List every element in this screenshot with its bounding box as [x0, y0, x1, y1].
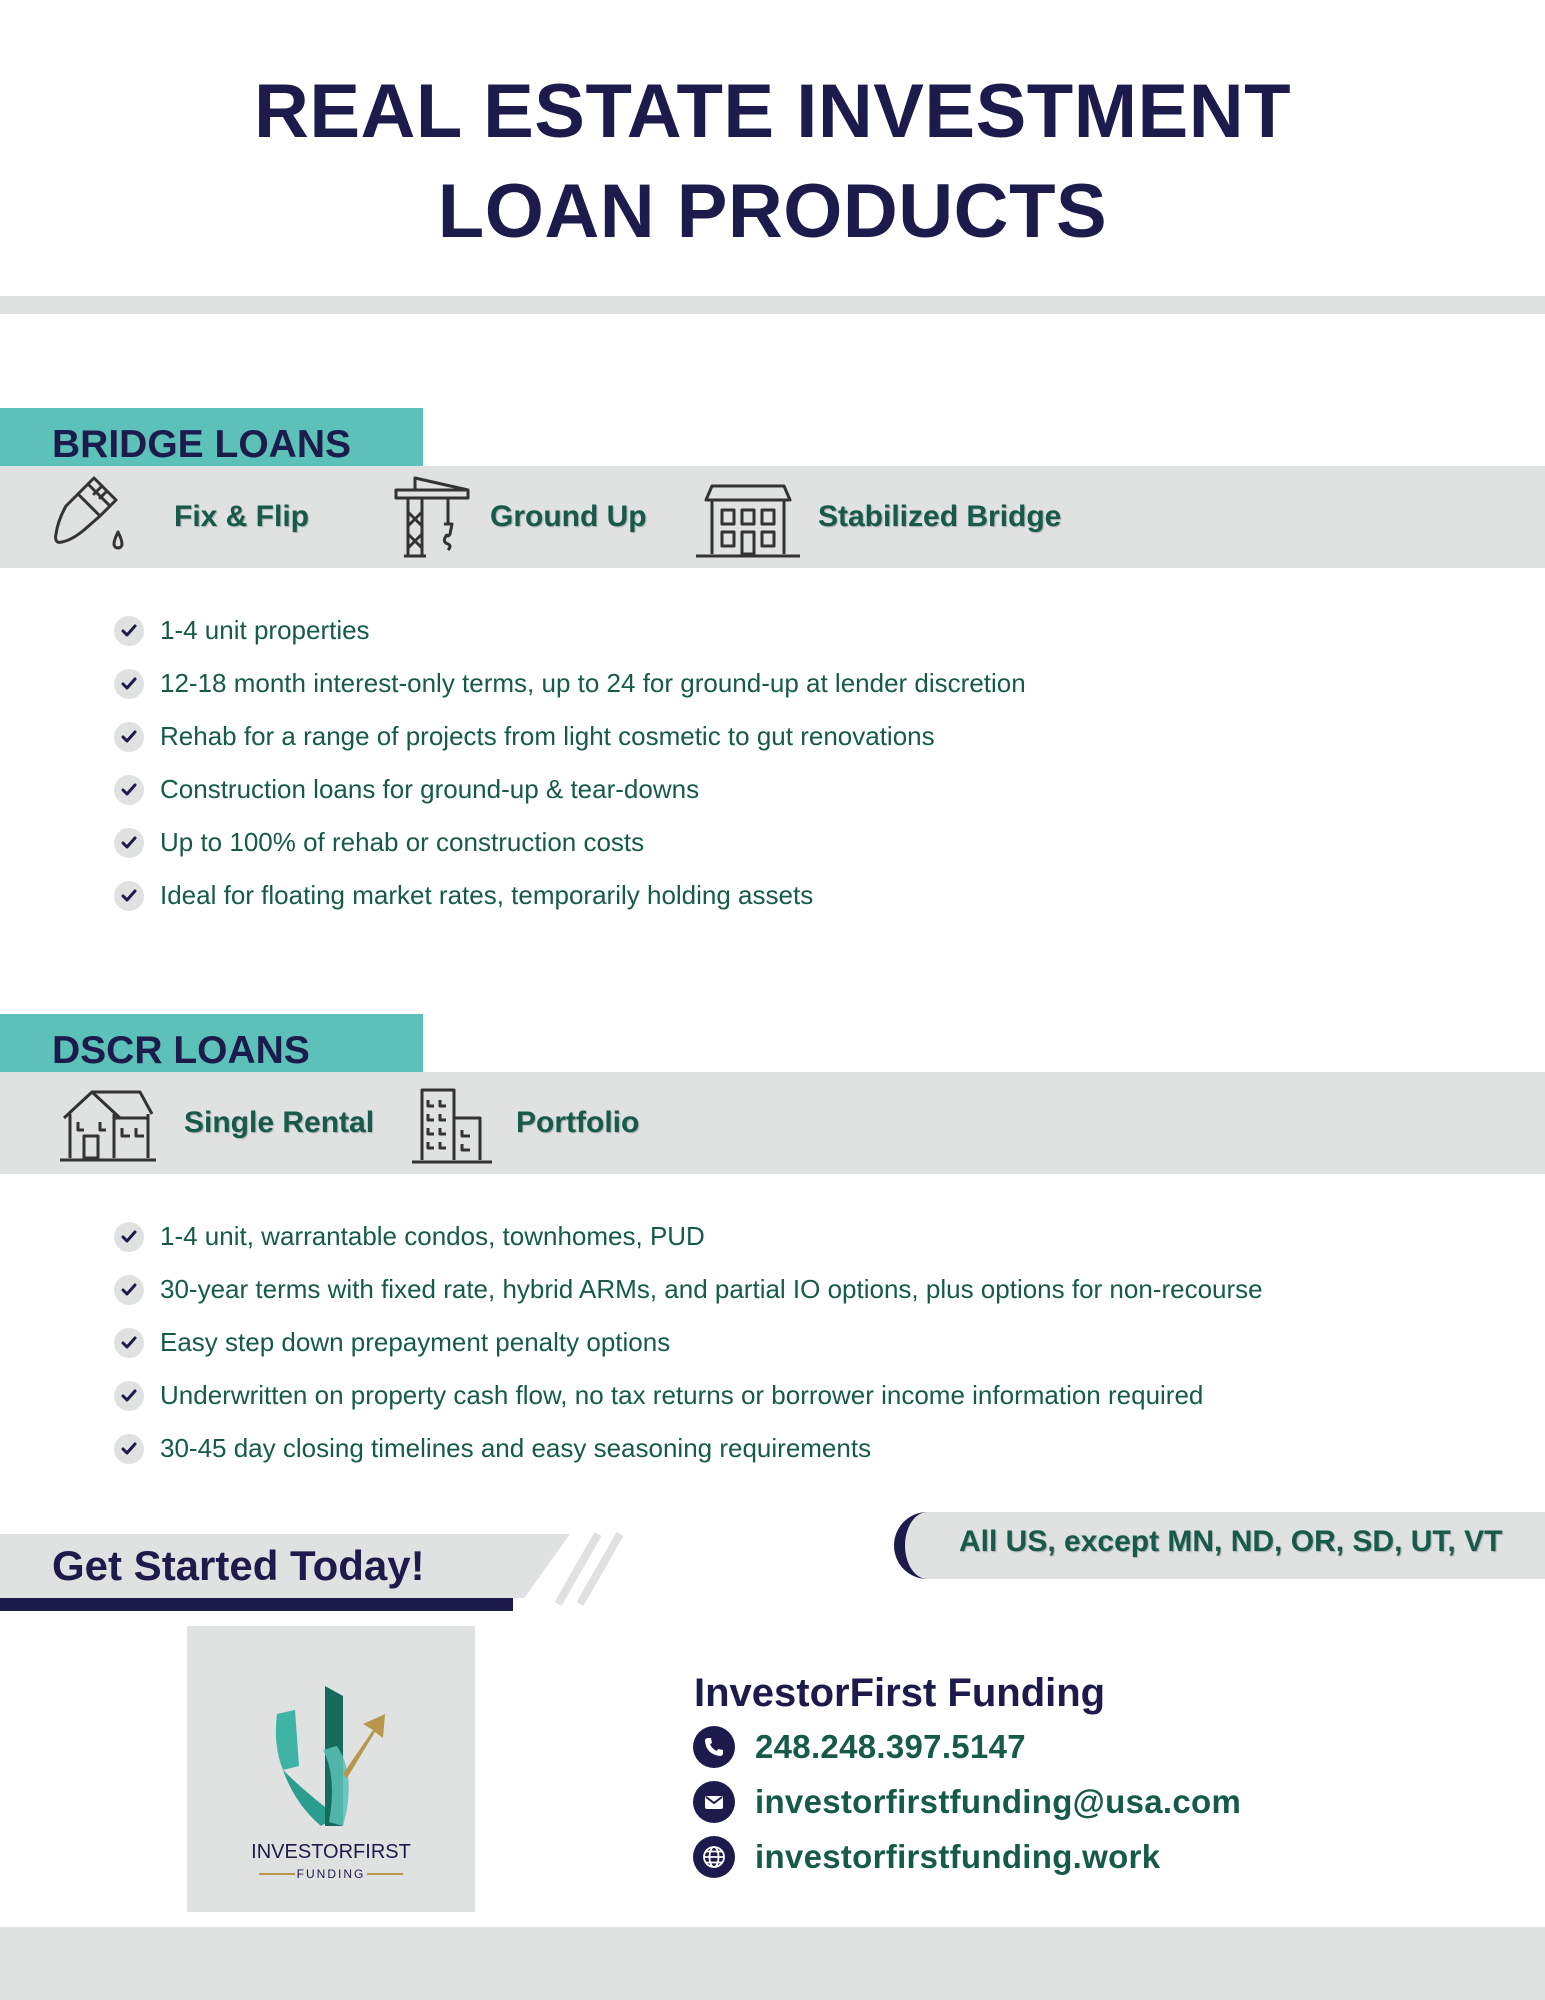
title-line-2: LOAN PRODUCTS [437, 169, 1108, 254]
dscr-features-list [112, 1210, 1263, 1475]
email-address: investorfirstfunding@usa.com [755, 1783, 1242, 1820]
category-label: Stabilized Bridge [818, 500, 1062, 533]
building-icon [692, 472, 804, 562]
check-icon [114, 881, 144, 911]
check-icon [114, 669, 144, 699]
check-icon [114, 1434, 144, 1464]
bridge-loans-heading: BRIDGE LOANS [52, 423, 352, 466]
category-label: Portfolio [516, 1106, 640, 1139]
mail-icon [693, 1781, 735, 1823]
list-item [112, 763, 1026, 816]
list-item [112, 1316, 1263, 1369]
feature-text: Easy step down prepayment penalty options [160, 1327, 671, 1357]
feature-text: Construction loans for ground-up & tear-downs [160, 774, 700, 804]
website-url: investorfirstfunding.work [755, 1838, 1161, 1875]
list-item [112, 710, 1026, 763]
category-stabilized-bridge [692, 466, 1061, 568]
apartment-buildings-icon [408, 1078, 496, 1168]
house-icon [56, 1078, 160, 1168]
bridge-categories-band [0, 466, 1545, 568]
list-item [112, 816, 1026, 869]
list-item [112, 604, 1026, 657]
feature-text: Up to 100% of rehab or construction costs [160, 827, 645, 857]
feature-text: 1-4 unit properties [160, 615, 370, 645]
check-icon [114, 828, 144, 858]
feature-text: 30-45 day closing timelines and easy seasoning requirements [160, 1433, 872, 1463]
company-logo [187, 1626, 475, 1912]
check-icon [114, 1328, 144, 1358]
check-icon [114, 1275, 144, 1305]
category-label: Ground Up [490, 500, 647, 533]
get-started-label: Get Started Today! [52, 1542, 425, 1589]
category-label: Single Rental [184, 1106, 375, 1139]
check-icon [114, 1381, 144, 1411]
feature-text: Ideal for floating market rates, temporarily holding assets [160, 880, 814, 910]
logo-sub: FUNDING [296, 1867, 366, 1881]
list-item [112, 1369, 1263, 1422]
get-started-underline [0, 1598, 513, 1611]
crane-icon [386, 472, 478, 562]
category-single-rental [56, 1072, 374, 1174]
title-line-1: REAL ESTATE INVESTMENT [253, 69, 1292, 154]
check-icon [114, 722, 144, 752]
dscr-loans-tab [0, 1014, 423, 1072]
category-fix-flip [48, 466, 309, 568]
globe-icon [693, 1836, 735, 1878]
check-icon [114, 616, 144, 646]
page-title [0, 62, 1545, 262]
category-ground-up [386, 466, 647, 568]
top-divider [0, 296, 1545, 314]
bridge-features-list [112, 604, 1026, 922]
contact-website[interactable] [693, 1834, 1160, 1880]
list-item [112, 657, 1026, 710]
check-icon [114, 775, 144, 805]
dscr-loans-heading: DSCR LOANS [52, 1029, 310, 1072]
category-label: Fix & Flip [174, 500, 309, 533]
list-item [112, 869, 1026, 922]
company-name: InvestorFirst Funding [694, 1671, 1106, 1715]
list-item [112, 1263, 1263, 1316]
coverage-text: All US, except MN, ND, OR, SD, UT, VT [959, 1525, 1503, 1558]
feature-text: Underwritten on property cash flow, no tax returns or borrower income information required [160, 1380, 1204, 1410]
paint-brush-icon [48, 472, 138, 562]
contact-email[interactable] [693, 1779, 1241, 1825]
logo-name: INVESTORFIRST [251, 1841, 411, 1863]
list-item [112, 1210, 1263, 1263]
list-item [112, 1422, 1263, 1475]
bridge-loans-tab [0, 408, 423, 466]
coverage-pill [894, 1512, 1545, 1579]
bottom-bar [0, 1927, 1545, 2000]
category-portfolio [408, 1072, 639, 1174]
feature-text: 30-year terms with fixed rate, hybrid ARMs, and partial IO options, plus options for non-recourse [160, 1274, 1263, 1304]
phone-number: 248.248.397.5147 [755, 1728, 1026, 1765]
feature-text: 1-4 unit, warrantable condos, townhomes, PUD [160, 1221, 705, 1251]
phone-icon [693, 1726, 735, 1768]
check-icon [114, 1222, 144, 1252]
feature-text: Rehab for a range of projects from light cosmetic to gut renovations [160, 721, 935, 751]
logo-mark-icon [187, 1626, 475, 1912]
slash-decoration-icon [528, 1530, 624, 1606]
dscr-categories-band [0, 1072, 1545, 1174]
feature-text: 12-18 month interest-only terms, up to 24 for ground-up at lender discretion [160, 668, 1026, 698]
contact-phone[interactable] [693, 1724, 1026, 1770]
